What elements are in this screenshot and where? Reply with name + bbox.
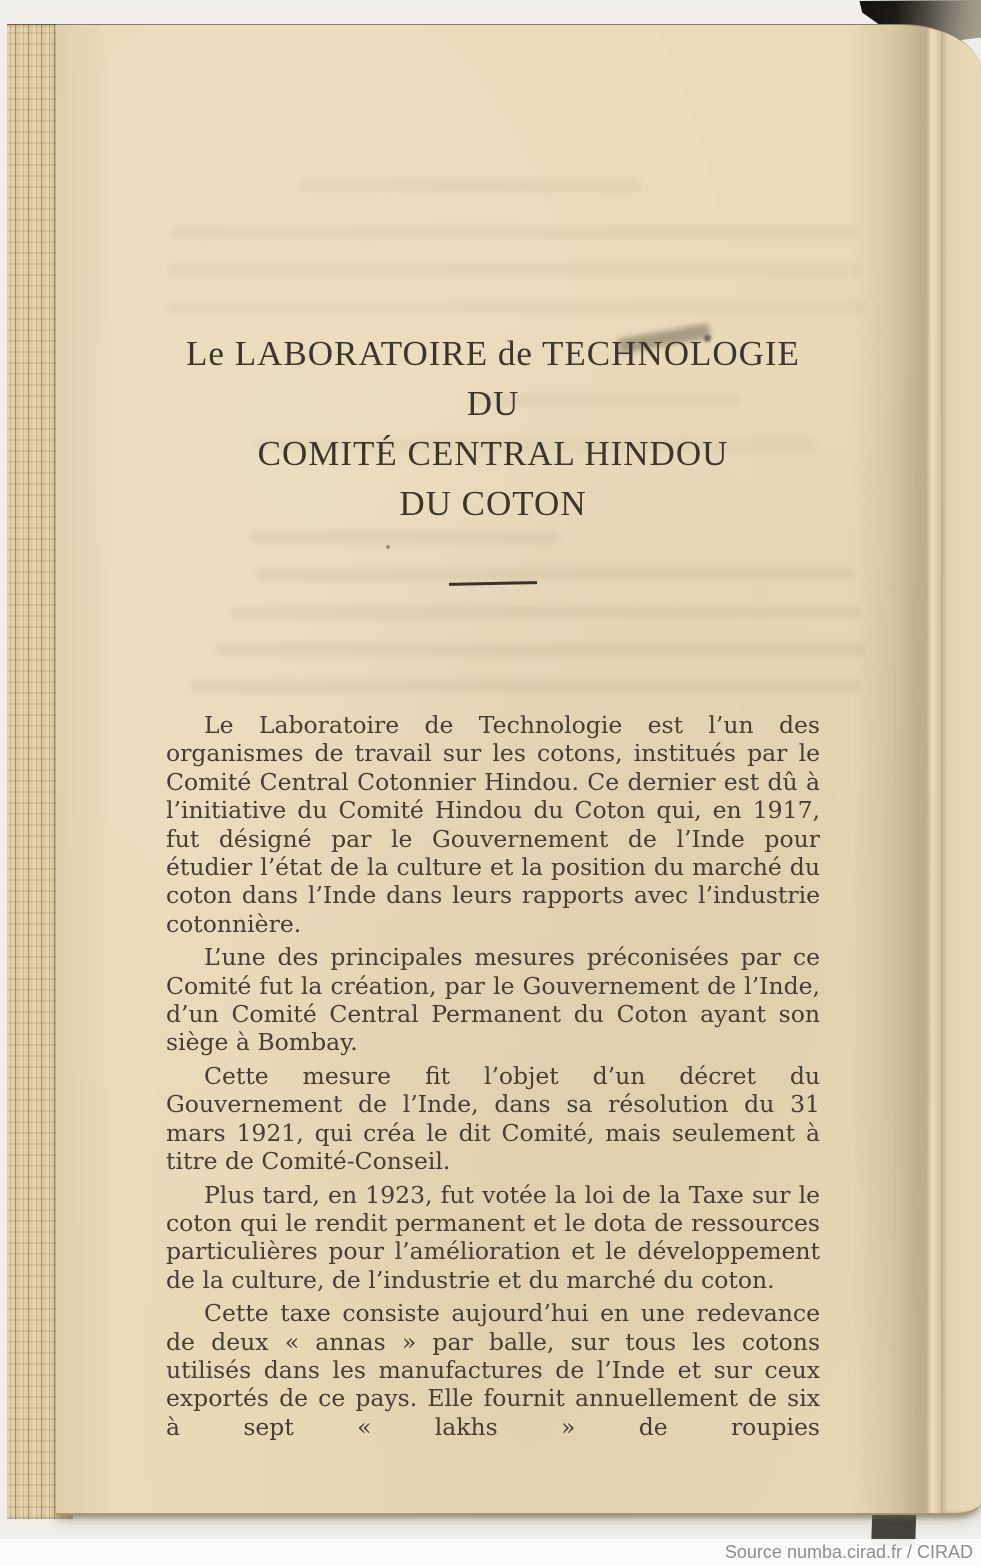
bleedthrough-line bbox=[255, 568, 855, 581]
book-page bbox=[56, 24, 981, 1515]
document-title bbox=[166, 329, 820, 529]
ink-speck bbox=[386, 545, 390, 549]
bleedthrough-line bbox=[230, 606, 860, 619]
adjacent-page-edge bbox=[941, 25, 981, 1513]
bleedthrough-line bbox=[170, 226, 860, 239]
paragraph-3: Cette mesure fit l’objet d’un décret du Gouvernement de l’Inde, dans sa résolution du 31 mars 1921, qui créa le dit Comité, mais seulement à titre de Comité-Conseil. bbox=[166, 1061, 820, 1176]
paragraph-2: L’une des principales mesures préconisées par ce Comité fut la création, par le Gouvernement de l’Inde, d’un Comité Central Permanent du Coton ayant son siège à Bombay. bbox=[166, 943, 820, 1057]
bleedthrough-line bbox=[166, 301, 866, 314]
paragraph-4: Plus tard, en 1923, fut votée la loi de la Taxe sur le coton qui le rendit permanent et le dota de ressources particulières pour l’amélioration et le développement de la culture, de l’industrie et du marché du coton. bbox=[166, 1180, 820, 1294]
page-fold-shadow bbox=[851, 25, 943, 1513]
bleedthrough-line bbox=[215, 643, 865, 656]
title-line-4: DU COTON bbox=[399, 484, 587, 523]
paragraph-5: Cette taxe consiste aujourd’hui en une redevance de deux « annas » par balle, sur tous les cotons utilisés dans les manufactures de l’Inde et sur ceux exportés de ce pays. Elle fournit annuellement de six à sept « lakhs » de roupies bbox=[166, 1299, 820, 1441]
paragraph-1: Le Laboratoire de Technologie est l’un des organismes de travail sur les cotons, institués par le Comité Central Cotonnier Hindou. Ce dernier est dû à l’initiative du Comité Hindou du Coton qui, en 1917, fut désigné par le Gouvernement de l’Inde pour étudier l’état de la culture et la position du marché du coton dans l’Inde dans leurs rapports avec l’industrie cotonnière. bbox=[166, 711, 820, 938]
title-divider-rule bbox=[449, 581, 537, 586]
source-attribution-text: Source numba.cirad.fr / CIRAD bbox=[724, 1542, 973, 1562]
title-line-1: Le LABORATOIRE de TECHNOLOGIE bbox=[186, 334, 800, 373]
bleedthrough-line bbox=[190, 680, 860, 693]
bleedthrough-line bbox=[250, 531, 560, 544]
title-line-3: COMITÉ CENTRAL HINDOU bbox=[257, 434, 729, 473]
source-attribution-bar bbox=[0, 1539, 981, 1566]
bleedthrough-line bbox=[300, 179, 640, 192]
title-line-2: DU bbox=[466, 384, 520, 423]
document-body bbox=[166, 711, 820, 1446]
bleedthrough-line bbox=[168, 263, 863, 276]
